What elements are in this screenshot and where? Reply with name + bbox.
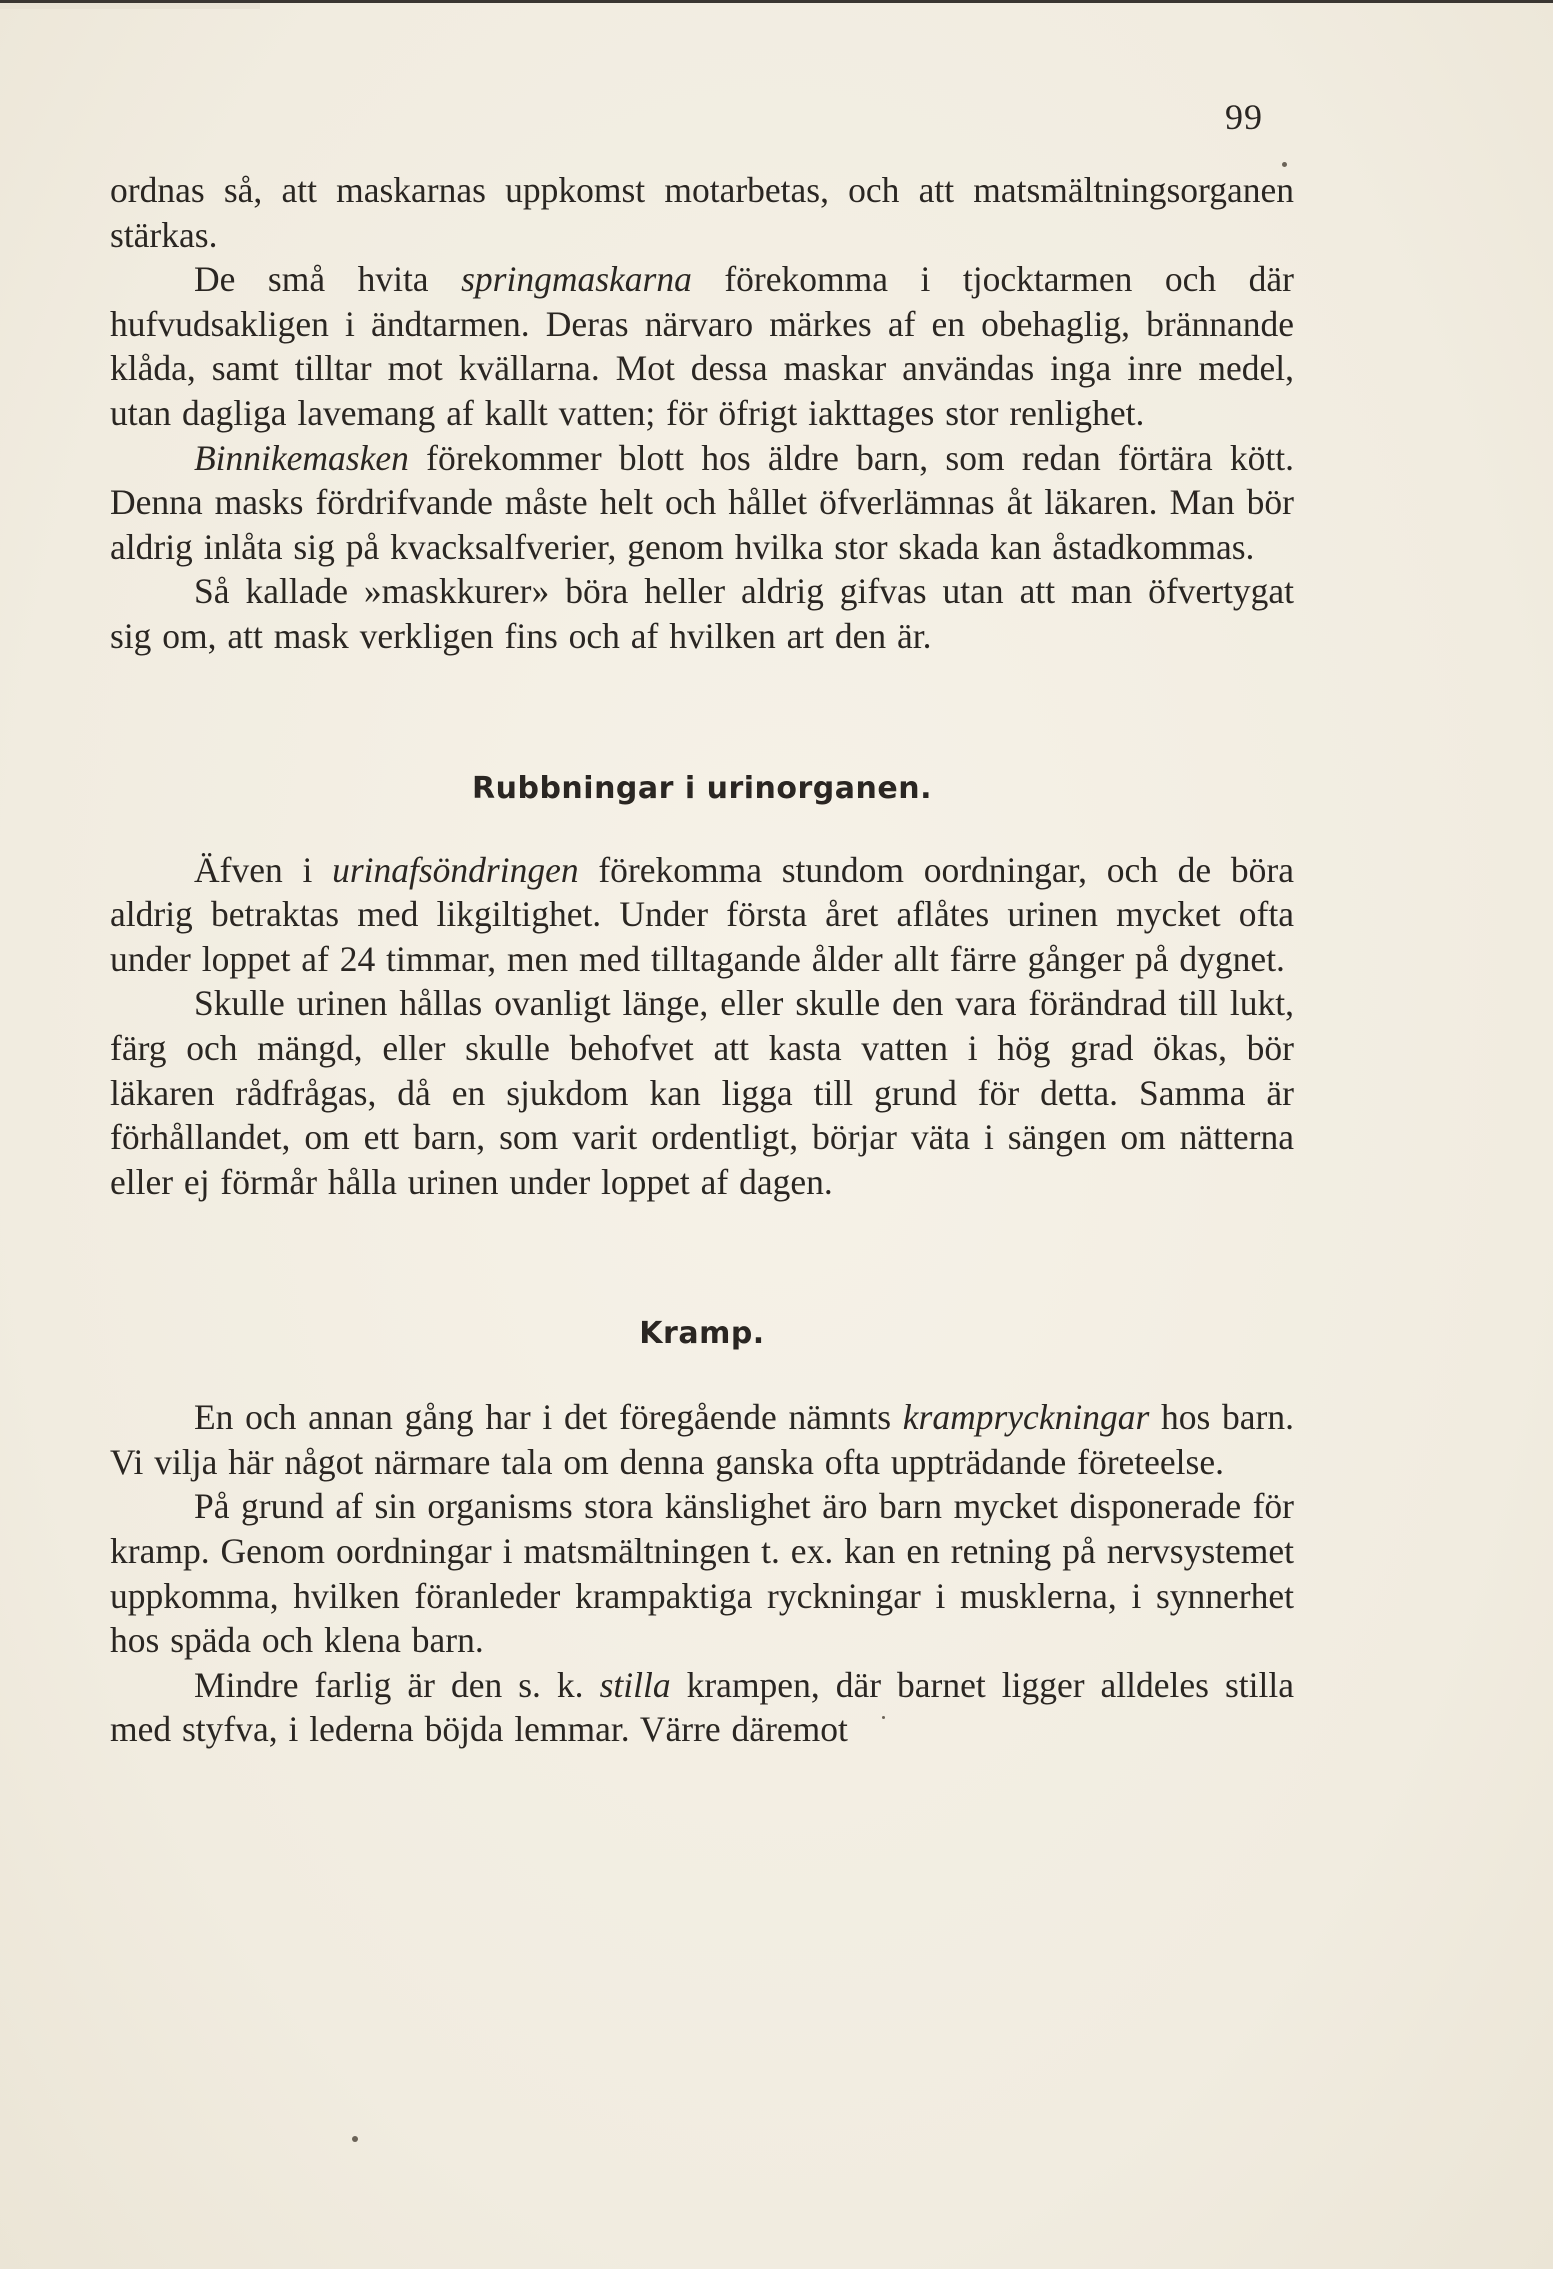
paragraph-krampryckningar bbox=[110, 1395, 1294, 1484]
ink-speck bbox=[882, 1716, 885, 1719]
italic-term: krampryckningar bbox=[902, 1397, 1150, 1438]
para-text-before: De små hvita bbox=[194, 259, 462, 300]
section-heading-kramp: Kramp. bbox=[639, 1316, 765, 1352]
para-text-before: En och annan gång har i det föregående nämnts bbox=[194, 1397, 903, 1438]
italic-term: springmaskarna bbox=[461, 259, 692, 300]
para-text-before: Äfven i bbox=[194, 849, 333, 890]
italic-term: urinafsöndringen bbox=[332, 849, 579, 890]
paragraph-springmaskarna bbox=[110, 257, 1294, 435]
paragraph-binnikemasken bbox=[110, 436, 1294, 570]
para-text-after: krampen, där barnet ligger alldeles stilla med styfva, i lederna böjda lemmar. Värre däremot bbox=[110, 1664, 1294, 1750]
paragraph-urinen: Skulle urinen hållas ovanligt länge, eller skulle den vara förändrad till lukt, färg och mängd, eller skulle behofvet att kasta vatten i hög grad ökas, bör läkaren rådfrågas, då en sjukdom kan ligga till grund för detta. Samma är förhållandet, om ett barn, som varit ordentligt, börjar väta i sängen om nätterna eller ej förmår hålla urinen under loppet af dagen. bbox=[110, 983, 1294, 1202]
page-number: 99 bbox=[1225, 97, 1263, 137]
para-text-after: hos barn. Vi vilja här något närmare tala om denna ganska ofta uppträdande företeelse. bbox=[110, 1397, 1294, 1482]
para-text-before: Mindre farlig är den s. k. bbox=[194, 1664, 600, 1705]
paragraph-maskkurer: Så kallade »maskkurer» böra heller aldrig gifvas utan att man öfvertygat sig om, att mask verkligen fins och af hvilken art den är. bbox=[110, 571, 1294, 656]
paragraph-continuation: ordnas så, att maskarnas uppkomst motarbetas, och att matsmältningsorganen stärkas. bbox=[110, 170, 1294, 255]
ink-speck bbox=[352, 2136, 358, 2142]
section-heading-urinorganen: Rubbningar i urinorganen. bbox=[472, 770, 932, 806]
para-text-after: förekomma i tjocktarmen och där hufvudsakligen i ändtarmen. Deras närvaro märkes af en obehaglig, brännande klåda, samt tilltar mot kvällarna. Mot dessa maskar användas inga inre medel, utan dagliga lavemang af kallt vatten; för öfrigt iakttages stor renlighet. bbox=[110, 259, 1295, 433]
ink-speck bbox=[1282, 162, 1287, 167]
para-text-after: förekomma stundom oordningar, och de böra aldrig betraktas med likgiltighet. Under första året aflåtes urinen mycket ofta under loppet af 24 timmar, men med tilltagande ålder allt färre gånger på dygnet. bbox=[110, 849, 1294, 979]
page-body bbox=[110, 168, 1294, 1752]
paragraph-stilla-kramp bbox=[110, 1663, 1294, 1752]
page-top-notch bbox=[0, 3, 260, 9]
italic-term: Binnikemasken bbox=[194, 437, 409, 478]
paragraph-urinafsondringen bbox=[110, 848, 1294, 982]
para-text-after: förekommer blott hos äldre barn, som redan förtära kött. Denna masks fördrifvande måste helt och hållet öfverlämnas åt läkaren. Man bör aldrig inlåta sig på kvacksalfverier, genom hvilka stor skada kan åstadkommas. bbox=[110, 437, 1294, 567]
italic-term: stilla bbox=[599, 1664, 671, 1705]
paragraph-kanslighet: På grund af sin organisms stora känslighet äro barn mycket disponerade för kramp. Genom oordningar i matsmältningen t. ex. kan en retning på nervsystemet uppkomma, hvilken föranleder krampaktiga ryckningar i musklerna, i synnerhet hos späda och klena barn. bbox=[110, 1486, 1294, 1661]
